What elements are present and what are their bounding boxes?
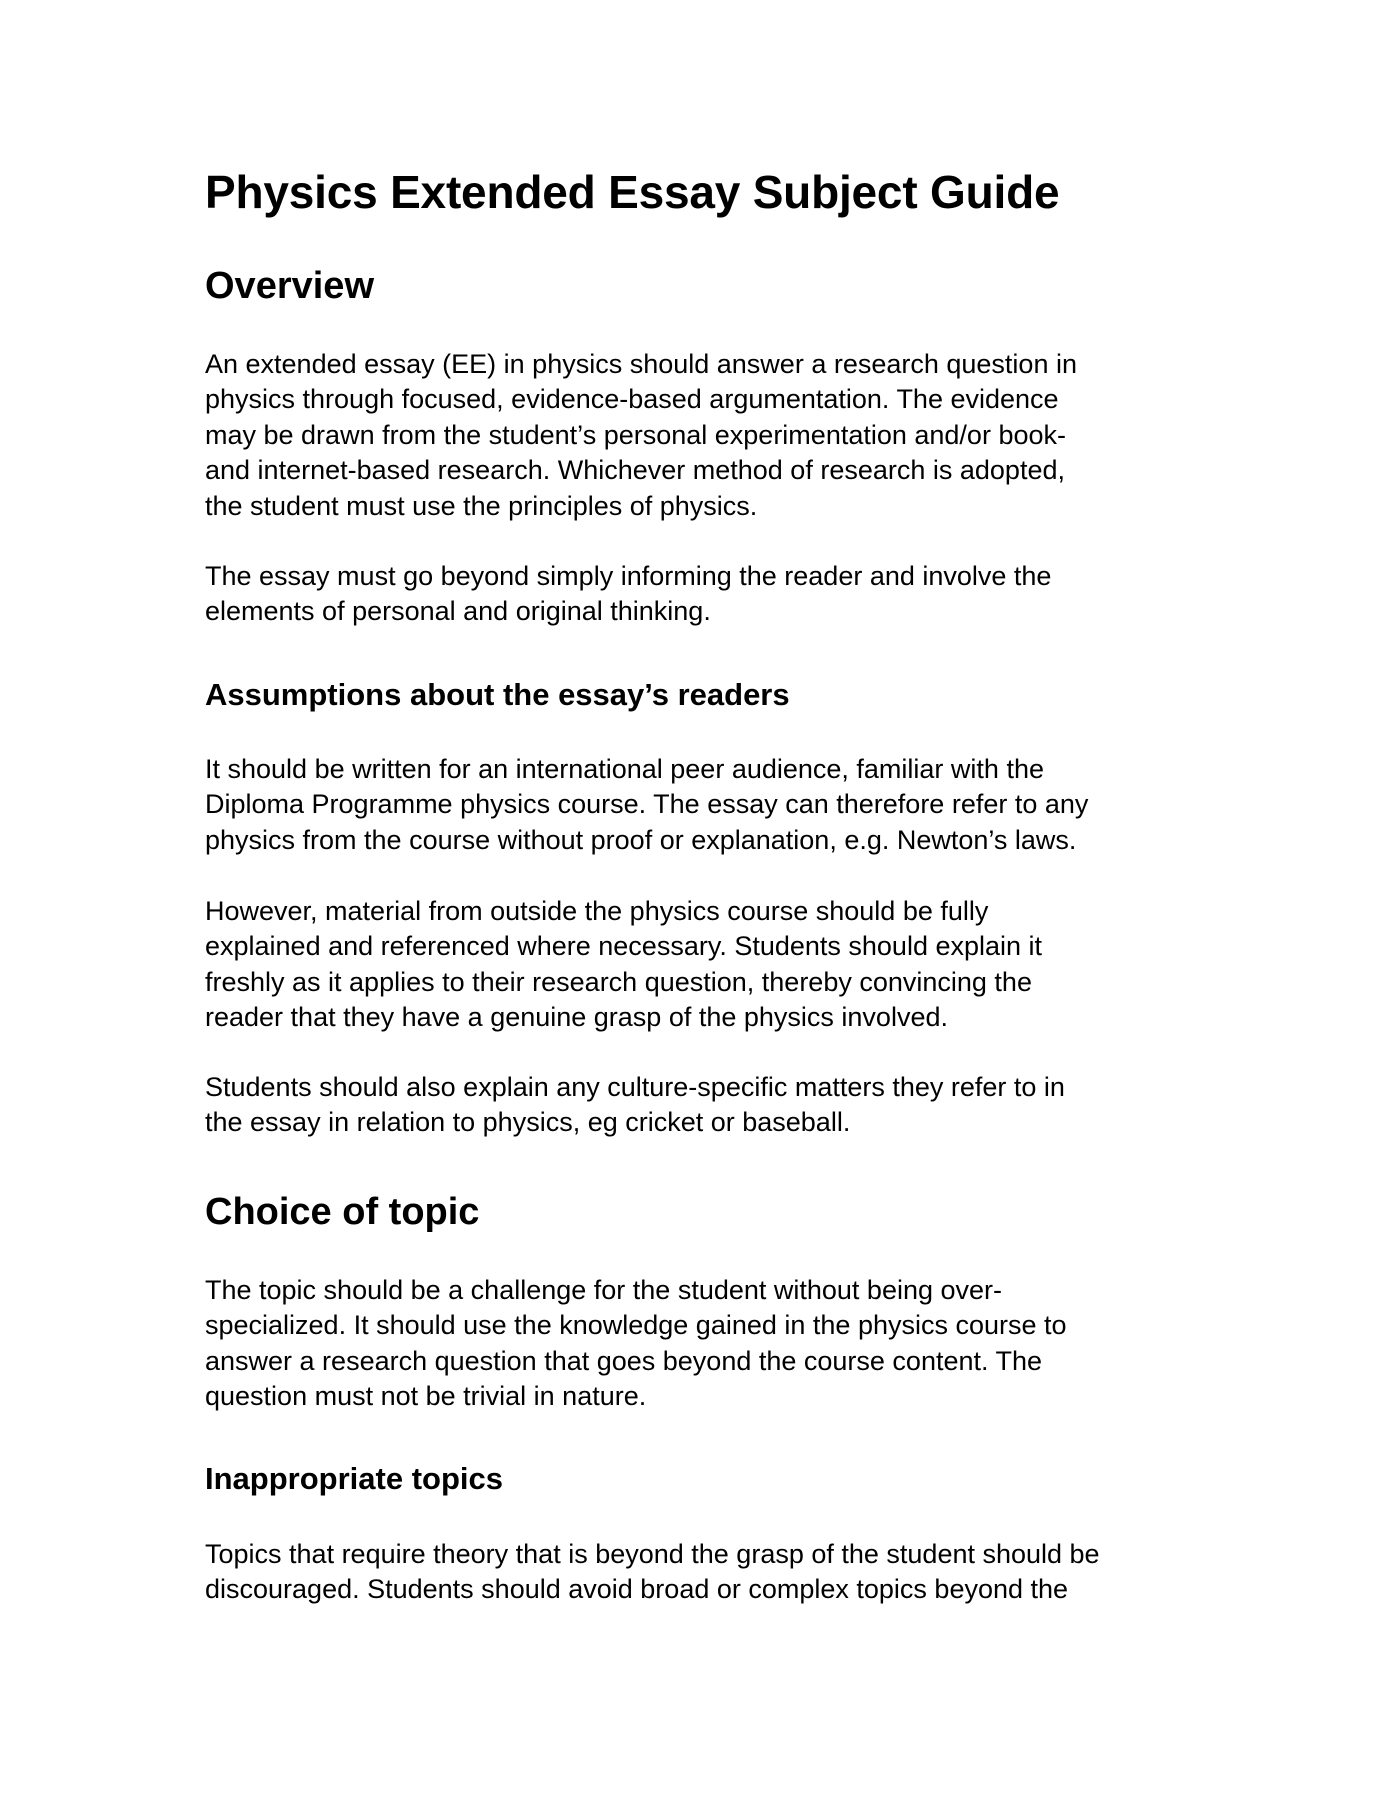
text-line: An extended essay (EE) in physics should answer a research question in [205, 349, 1077, 379]
text-line: specialized. It should use the knowledge gained in the physics course to [205, 1310, 1067, 1341]
text-line: elements of personal and original thinking. [205, 596, 711, 627]
paragraph-inappropriate-topics [205, 1537, 1100, 1608]
paragraph-overview-2 [205, 559, 1051, 630]
text-line: and internet-based research. Whichever method of research is adopted, [205, 455, 1065, 486]
text-line: It should be written for an international peer audience, familiar with the [205, 754, 1044, 784]
text-line: freshly as it applies to their research question, thereby convincing the [205, 966, 1032, 997]
section-heading-choice-of-topic: Choice of topic [205, 1191, 480, 1233]
text-line: question must not be trivial in nature. [205, 1381, 647, 1412]
text-line: the essay in relation to physics, eg cricket or baseball. [205, 1107, 851, 1138]
text-line: answer a research question that goes beyond the course content. The [205, 1345, 1043, 1376]
text-line: physics from the course without proof or explanation, e.g. Newton’s laws. [205, 824, 1077, 855]
paragraph-overview-1 [205, 347, 1077, 524]
text-line: Students should also explain any culture-specific matters they refer to in [205, 1072, 1065, 1102]
document-title: Physics Extended Essay Subject Guide [205, 166, 1060, 218]
text-line: However, material from outside the physics course should be fully [205, 896, 989, 926]
text-line: may be drawn from the student’s personal experimentation and/or book- [205, 419, 1066, 450]
text-line: The topic should be a challenge for the student without being over- [205, 1275, 1003, 1305]
text-line: Diploma Programme physics course. The essay can therefore refer to any [205, 789, 1089, 820]
section-heading-overview: Overview [205, 265, 374, 307]
section-heading-inappropriate-topics: Inappropriate topics [205, 1461, 503, 1496]
text-line: Topics that require theory that is beyond the grasp of the student should be [205, 1539, 1100, 1569]
text-line: physics through focused, evidence-based argumentation. The evidence [205, 384, 1059, 415]
paragraph-assumptions-2 [205, 894, 1042, 1036]
paragraph-assumptions-1 [205, 752, 1088, 858]
text-line: the student must use the principles of physics. [205, 490, 758, 521]
section-heading-assumptions: Assumptions about the essay’s readers [205, 677, 790, 712]
text-line: discouraged. Students should avoid broad or complex topics beyond the [205, 1574, 1069, 1605]
paragraph-choice-of-topic [205, 1273, 1067, 1415]
text-line: explained and referenced where necessary. Students should explain it [205, 931, 1043, 962]
paragraph-assumptions-3 [205, 1070, 1065, 1141]
text-line: The essay must go beyond simply informing the reader and involve the [205, 561, 1052, 591]
text-line: reader that they have a genuine grasp of the physics involved. [205, 1002, 948, 1033]
